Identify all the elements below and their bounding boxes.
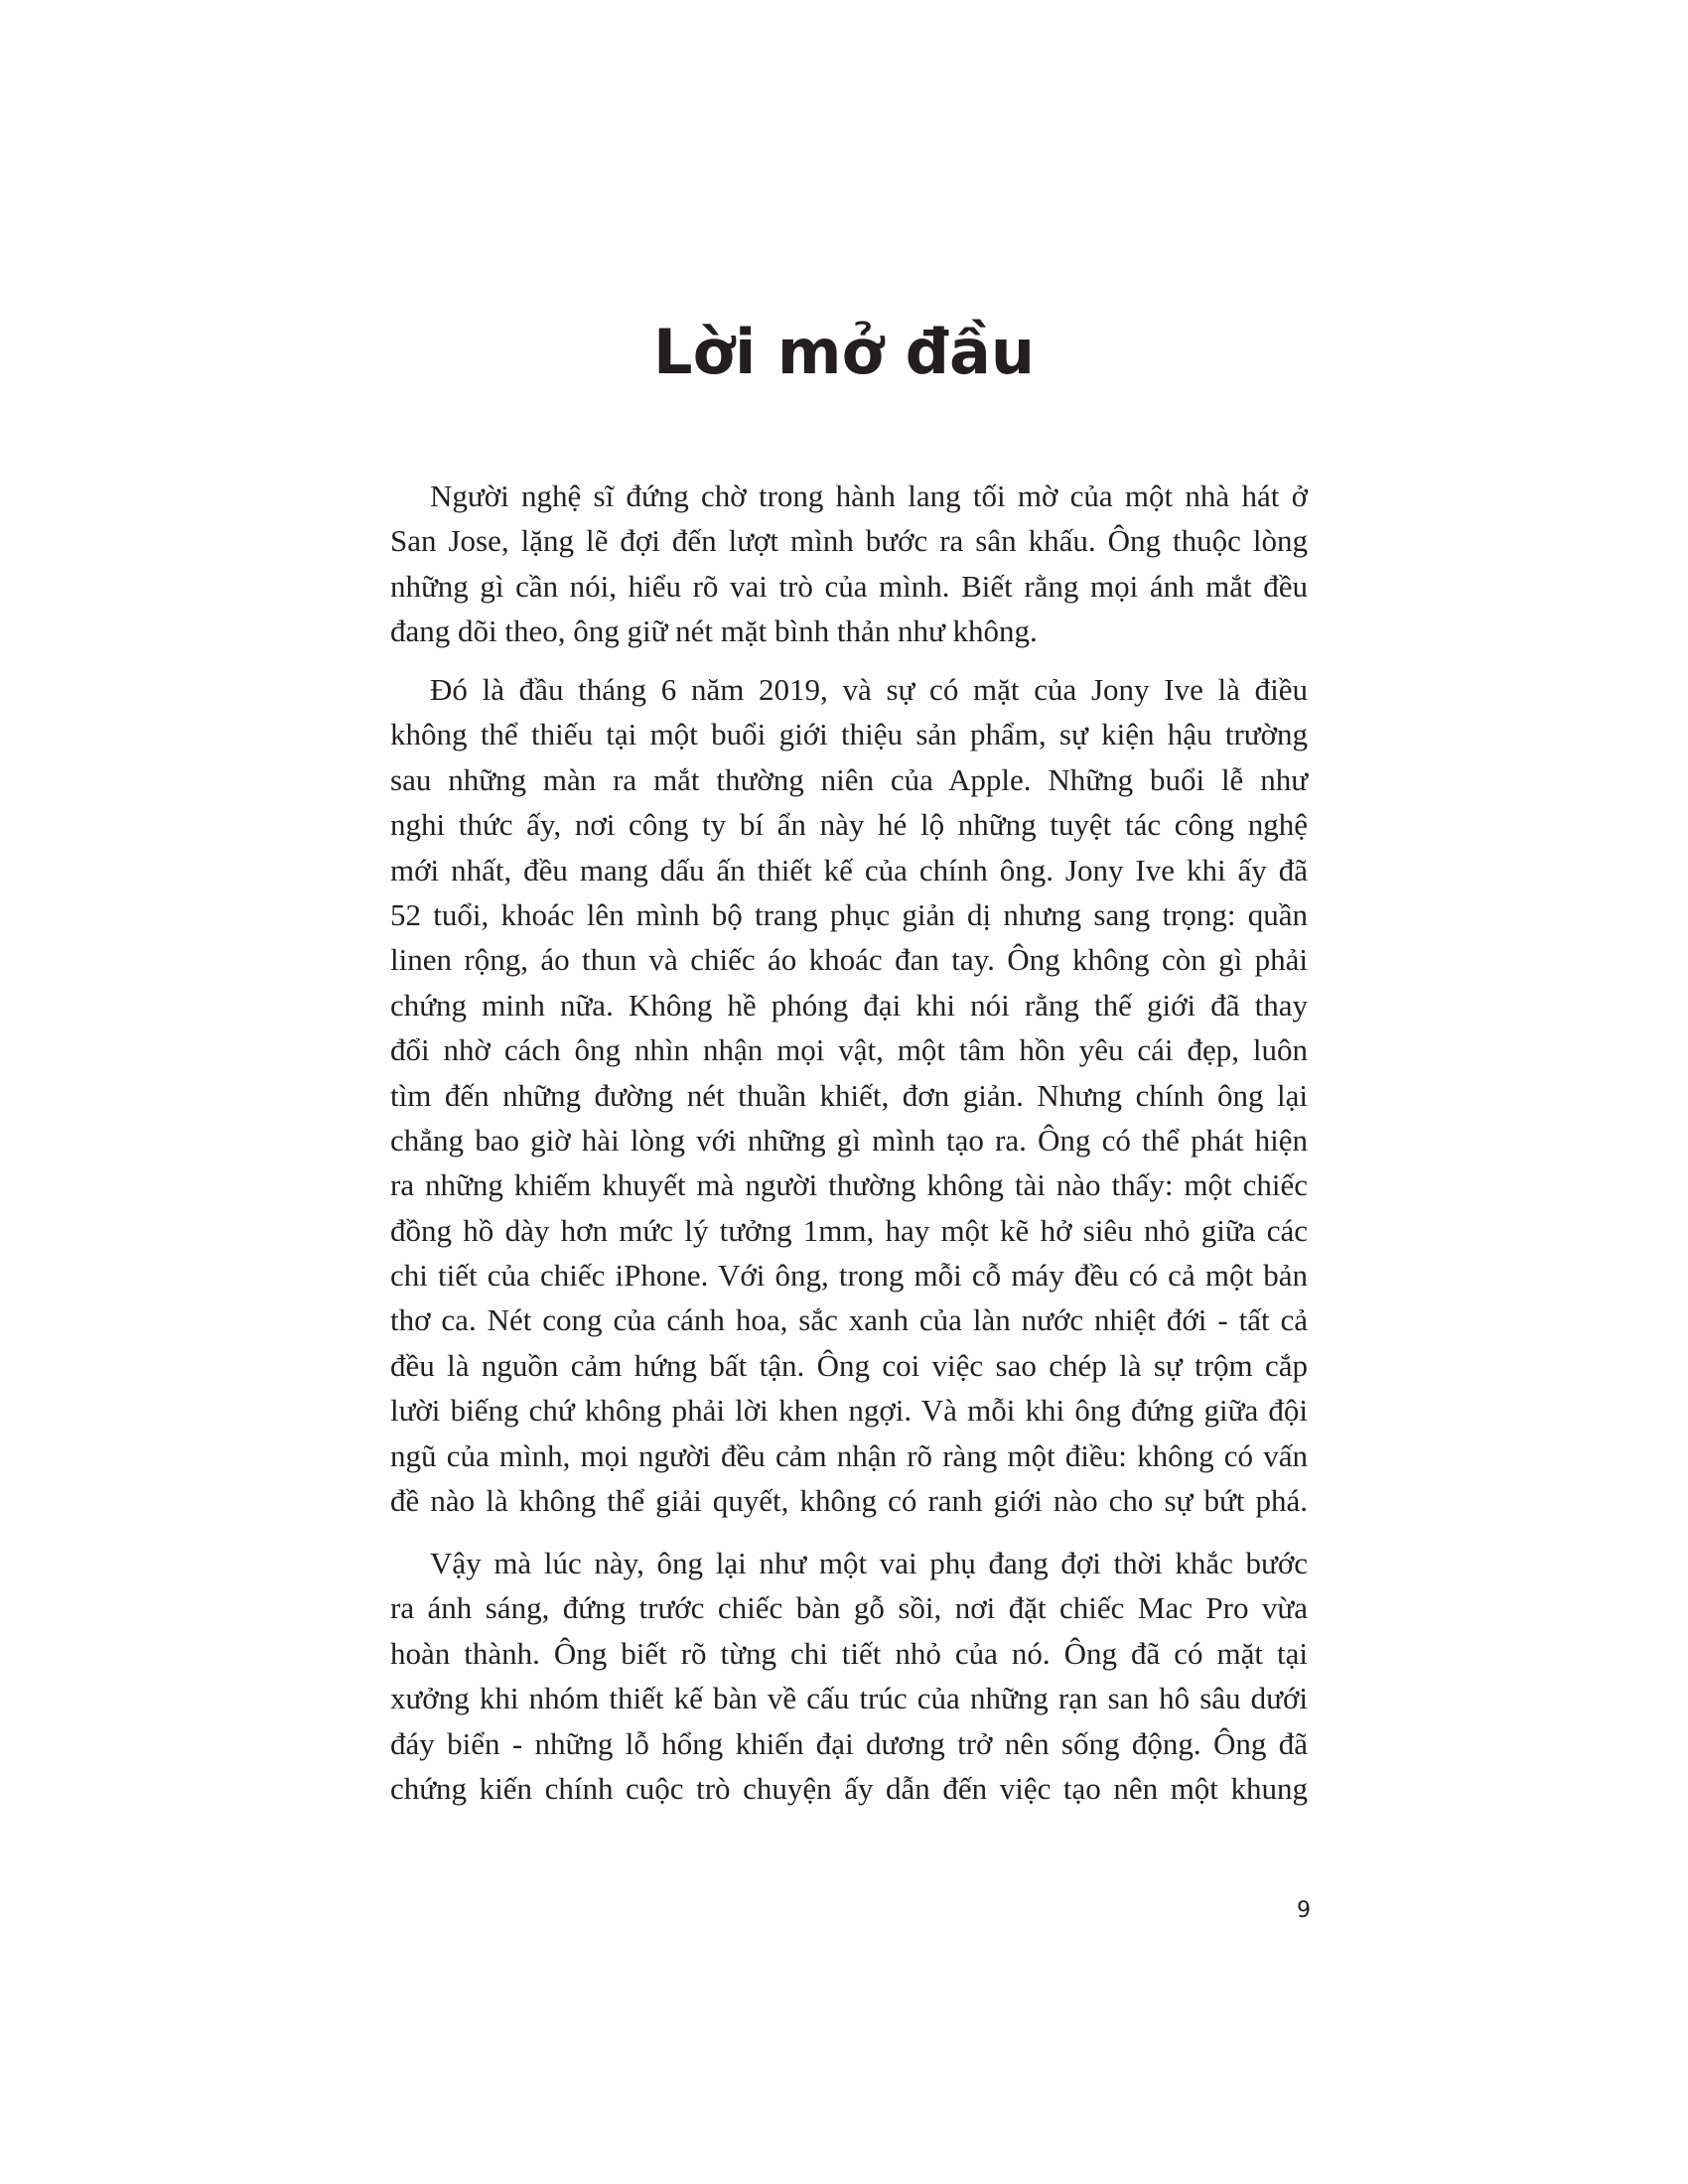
text-line: đề nào là không thể giải quyết, không có ranh giới nào cho sự bứt phá. <box>390 1483 1308 1519</box>
chapter-title: Lời mở đầu <box>652 316 1036 388</box>
text-line: mới nhất, đều mang dấu ấn thiết kế của chính ông. Jony Ive khi ấy đã <box>390 852 1308 887</box>
text-line: đồng hồ dày hơn mức lý tưởng 1mm, hay một kẽ hở siêu nhỏ giữa các <box>390 1212 1308 1248</box>
text-line: 52 tuổi, khoác lên mình bộ trang phục giản dị nhưng sang trọng: quần <box>390 896 1308 932</box>
text-line: chi tiết của chiếc iPhone. Với ông, trong mỗi cỗ máy đều có cả một bản <box>390 1258 1308 1294</box>
paragraph-3 <box>390 1541 1308 1811</box>
text-line: sau những màn ra mắt thường niên của Apple. Những buổi lễ như <box>390 761 1308 797</box>
text-line: đều là nguồn cảm hứng bất tận. Ông coi việc sao chép là sự trộm cắp <box>390 1347 1308 1383</box>
text-line: thơ ca. Nét cong của cánh hoa, sắc xanh của làn nước nhiệt đới - tất cả <box>390 1302 1308 1338</box>
text-line: chứng kiến chính cuộc trò chuyện ấy dẫn đến việc tạo nên một khung <box>390 1770 1308 1806</box>
text-line: ra ánh sáng, đứng trước chiếc bàn gỗ sồi, nơi đặt chiếc Mac Pro vừa <box>390 1590 1308 1626</box>
page-number: 9 <box>1297 1898 1311 1923</box>
text-line: tìm đến những đường nét thuần khiết, đơn giản. Nhưng chính ông lại <box>390 1077 1308 1113</box>
text-line: ngũ của mình, mọi người đều cảm nhận rõ ràng một điều: không có vấn <box>390 1437 1308 1473</box>
text-line: chẳng bao giờ hài lòng với những gì mình tạo ra. Ông có thể phát hiện <box>390 1122 1308 1158</box>
text-line: xưởng khi nhóm thiết kế bàn về cấu trúc của những rạn san hô sâu dưới <box>390 1681 1308 1716</box>
text-line: chứng minh nữa. Không hề phóng đại khi nói rằng thế giới đã thay <box>390 987 1308 1023</box>
text-line: không thể thiếu tại một buổi giới thiệu sản phẩm, sự kiện hậu trường <box>390 717 1308 752</box>
text-line: đáy biển - những lỗ hổng khiến đại dương trở nên sống động. Ông đã <box>390 1725 1308 1761</box>
text-line: hoàn thành. Ông biết rõ từng chi tiết nhỏ của nó. Ông đã có mặt tại <box>390 1635 1308 1671</box>
text-line: Người nghệ sĩ đứng chờ trong hành lang tối mờ của một nhà hát ở <box>430 478 1308 513</box>
text-line: những gì cần nói, hiểu rõ vai trò của mình. Biết rằng mọi ánh mắt đều <box>390 568 1308 604</box>
paragraph-1 <box>390 474 1308 654</box>
text-line: San Jose, lặng lẽ đợi đến lượt mình bước ra sân khấu. Ông thuộc lòng <box>390 523 1308 559</box>
text-line: ra những khiếm khuyết mà người thường không tài nào thấy: một chiếc <box>390 1167 1308 1203</box>
paragraph-2 <box>390 667 1308 1523</box>
text-line: Vậy mà lúc này, ông lại như một vai phụ đang đợi thời khắc bước <box>430 1546 1308 1580</box>
text-line: đổi nhờ cách ông nhìn nhận mọi vật, một tâm hồn yêu cái đẹp, luôn <box>390 1032 1308 1068</box>
text-line: linen rộng, áo thun và chiếc áo khoác đan tay. Ông không còn gì phải <box>390 942 1308 978</box>
text-line: lười biếng chứ không phải lời khen ngợi. Và mỗi khi ông đứng giữa đội <box>390 1393 1308 1429</box>
text-line: nghi thức ấy, nơi công ty bí ẩn này hé lộ những tuyệt tác công nghệ <box>390 807 1308 843</box>
text-line: đang dõi theo, ông giữ nét mặt bình thản như không. <box>390 614 1038 649</box>
text-line: Đó là đầu tháng 6 năm 2019, và sự có mặt của Jony Ive là điều <box>430 672 1308 707</box>
